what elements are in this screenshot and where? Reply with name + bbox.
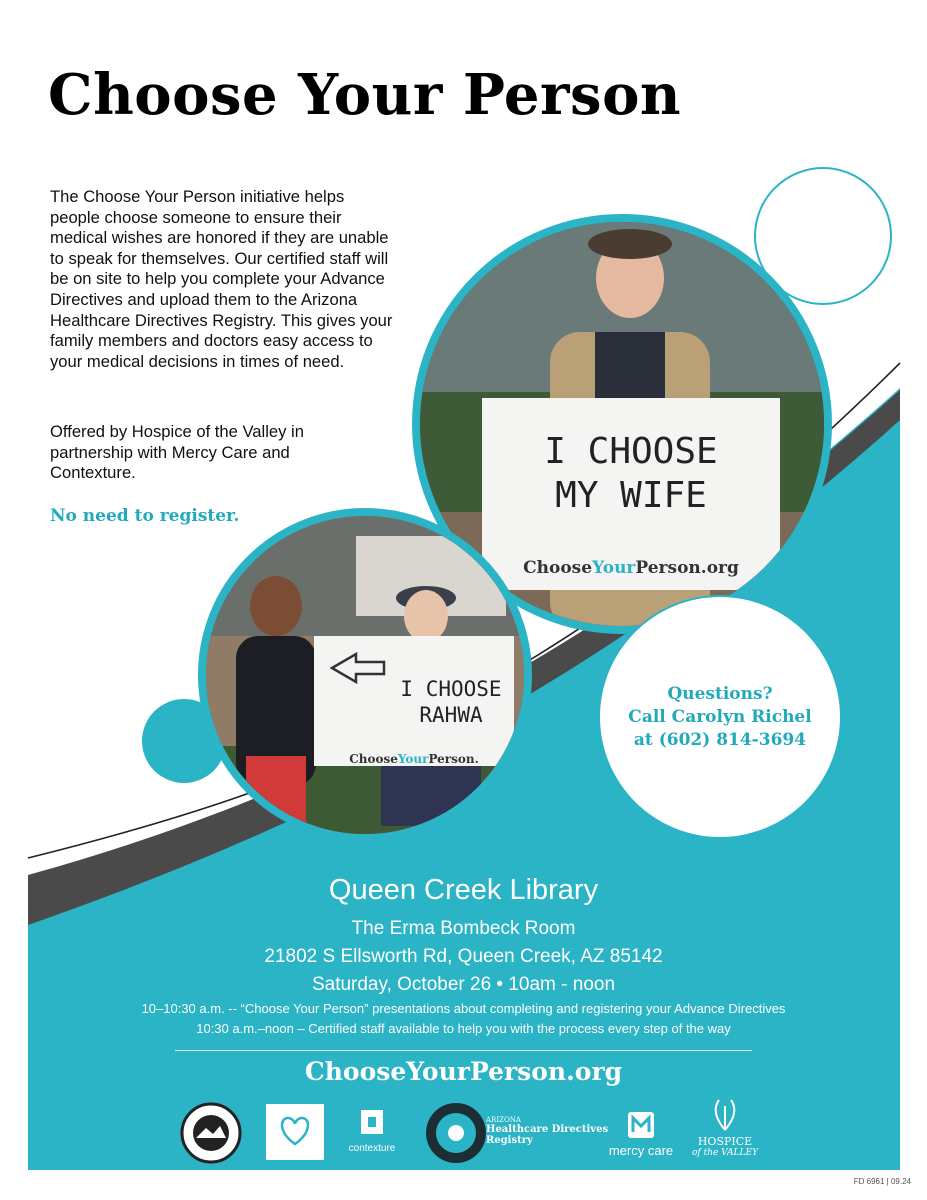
mercy-care-logo <box>606 1112 676 1158</box>
website-link[interactable]: ChooseYourPerson.org <box>304 1057 623 1086</box>
contexture-logo <box>340 1108 404 1154</box>
intro-paragraph: The Choose Your Person initiative helps people choose someone to ensure their medical wishes are honored if they are unable to speak for themselves. Our certified staff will be on site to help you complete your Advance Directives and upload them to the Arizona Healthcare Directives Registry. This gives your family members and doctors easy access to your medical decisions in times of need. <box>50 187 393 371</box>
offered-by-text: Offered by Hospice of the Valley in partnership with Mercy Care and Contexture. <box>50 422 304 483</box>
hospice-logo <box>690 1098 760 1159</box>
hospice-wordmark-a: HOSPICE <box>697 1135 753 1148</box>
event-venue: Queen Creek Library <box>328 874 599 906</box>
small-sign-text-line2: RAHWA <box>419 703 483 727</box>
small-sign-url-part-a: Choose <box>349 752 398 766</box>
registry-seal-logo <box>425 1102 487 1169</box>
sign-url-part-c: Person.org <box>635 558 739 578</box>
event-date: Saturday, October 26 • 10am - noon <box>311 974 616 995</box>
partner-logos <box>170 1098 770 1170</box>
registry-name-b: Registry <box>486 1135 533 1146</box>
hospice-wordmark-b: of the VALLEY <box>691 1148 759 1158</box>
mercy-care-wordmark: mercy care <box>608 1143 674 1158</box>
event-address: 21802 S Ellsworth Rd, Queen Creek, AZ 85142 <box>264 946 663 967</box>
registry-state: ARIZONA <box>486 1116 521 1124</box>
sign-url-part-b: Your <box>592 558 636 578</box>
sign-text-line1: I CHOOSE <box>544 431 718 472</box>
footer-code: FD 6961 | 09.24 <box>853 1177 911 1186</box>
contexture-wordmark: contexture <box>348 1143 396 1154</box>
small-sign-url-part-b: Your <box>397 752 429 766</box>
registry-wordmark <box>486 1116 608 1146</box>
sign-url-part-a: Choose <box>523 558 593 578</box>
questions-line1: Questions? <box>667 683 773 704</box>
page-title: Choose Your Person <box>48 62 682 128</box>
event-room: The Erma Bombeck Room <box>351 918 576 939</box>
queen-creek-seal-logo <box>180 1102 242 1169</box>
small-sign-url <box>314 752 514 766</box>
event-schedule-1: 10–10:30 a.m. -- “Choose Your Person” presentations about completing and registering your Advance Directives <box>141 1001 786 1016</box>
support-network-heart-logo <box>266 1104 324 1165</box>
no-register-note: No need to register. <box>50 506 240 526</box>
registry-name-a: Healthcare Directives <box>486 1124 609 1135</box>
questions-line2: Call Carolyn Richel <box>628 706 812 727</box>
small-sign-text-line1: I CHOOSE <box>400 677 502 701</box>
sign-text-line2: MY WIFE <box>555 475 707 516</box>
event-schedule-2: 10:30 a.m.–noon – Certified staff available to help you with the process every step of the way <box>196 1021 731 1036</box>
photo-women-with-sign <box>198 508 532 842</box>
questions-callout <box>600 597 840 837</box>
questions-line3: at (602) 814-3694 <box>633 729 807 750</box>
small-sign-url-part-c: Person. <box>428 752 479 766</box>
sign-url <box>482 558 780 578</box>
divider <box>175 1050 752 1051</box>
